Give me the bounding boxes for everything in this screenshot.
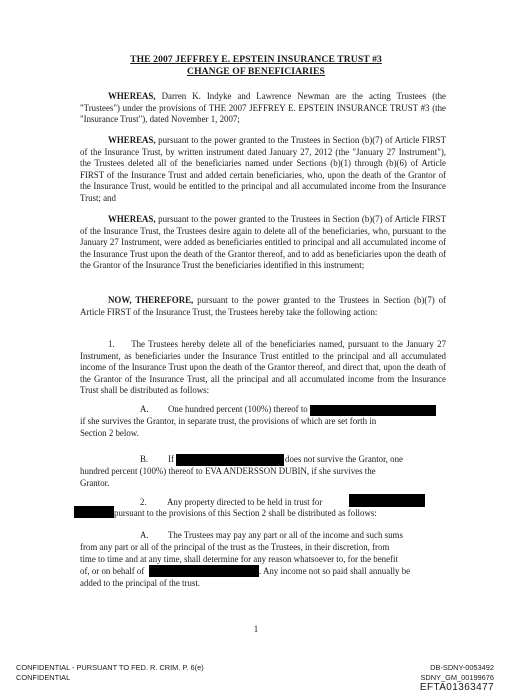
section-2-line-2: pursuant to the provisions of this Section 2 shall be distributed as follows: bbox=[114, 508, 377, 518]
section-number: 1. bbox=[108, 339, 115, 349]
footer-bates-sdny: SDNY_GM_00199676 bbox=[420, 673, 494, 682]
section-2a-line-3: time to time and at any time, shall determine for any reason whatsoever to, for the benefit bbox=[80, 554, 398, 564]
redaction-box bbox=[310, 405, 436, 416]
section-2-number: 2. bbox=[140, 497, 147, 507]
section-2a-line-5: added to the principal of the trust. bbox=[80, 578, 201, 588]
redaction-box bbox=[349, 494, 425, 507]
section-2a-line-2: from any part or all of the principal of the trust as the Trustees, in their discretion, from bbox=[80, 542, 390, 552]
paragraph-whereas-1 bbox=[80, 91, 446, 126]
subparagraph-a-line-2: if she survives the Grantor, in separate trust, the provisions of which are set forth in bbox=[80, 416, 377, 426]
paragraph-lead: WHEREAS, bbox=[108, 135, 156, 145]
footer-confidential: CONFIDENTIAL bbox=[16, 673, 71, 682]
paragraph-section-1 bbox=[80, 339, 446, 397]
subparagraph-b-line-1a: If bbox=[168, 454, 174, 464]
subparagraph-b-line-3: Grantor. bbox=[80, 478, 110, 488]
subparagraph-a-label: A. bbox=[140, 404, 149, 414]
section-2a-line-4b: . Any income not so paid shall annually be bbox=[259, 566, 411, 576]
redaction-box bbox=[149, 565, 259, 577]
redaction-box bbox=[74, 506, 114, 518]
paragraph-text: The Trustees hereby delete all of the beneficiaries named, pursuant to the January 27 Instrument, as beneficiaries under the Insurance Trust entitled to the principal and all accumulated income of the Insurance Trust upon the death of the Grantor thereof, and direct that, upon the death of the Grantor of the Insurance Trust, all the principal and all accumulated income from the Insurance Trust shall be distributed as follows: bbox=[80, 339, 447, 396]
subparagraph-b-line-1b: does not survive the Grantor, one bbox=[285, 454, 403, 464]
section-2a-label: A. bbox=[140, 530, 149, 540]
paragraph-text: pursuant to the power granted to the Trustees in Section (b)(7) of Article FIRST of the Insurance Trust, the Trustees hereby take the following action: bbox=[80, 295, 446, 317]
paragraph-lead: WHEREAS, bbox=[108, 91, 156, 101]
section-2a-line-1: The Trustees may pay any part or all of the income and such sums bbox=[168, 530, 403, 540]
paragraph-text: pursuant to the power granted to the Trustees in Section (b)(7) of Article FIRST of the Insurance Trust, by written instrument dated January 27, 2012 (the "January 27 Instrument"), the Trustees deleted all of the beneficiaries named under Sections (b)(1) through (b)(6) of Article FIRST of the Insurance Trust and added certain beneficiaries, who, upon the death of the Grantor of the Insurance Trust, would be entitled to the principal and all accumulated income from the Insurance Trust; and bbox=[80, 135, 446, 203]
subparagraph-b-line-2: hundred percent (100%) thereof to EVA ANDERSSON DUBIN, if she survives the bbox=[80, 466, 376, 476]
paragraph-now-therefore bbox=[80, 295, 446, 318]
page-number: 1 bbox=[253, 624, 259, 634]
paragraph-lead: NOW, THEREFORE, bbox=[108, 295, 194, 305]
footer-bates-efta-wrap bbox=[420, 683, 494, 693]
document-title: THE 2007 JEFFREY E. EPSTEIN INSURANCE TRUST #3 bbox=[130, 54, 382, 65]
section-2a-line-4a: of, or on behalf of bbox=[80, 566, 145, 576]
subparagraph-a-line-1: One hundred percent (100%) thereof to bbox=[168, 404, 308, 414]
footer-bates-db: DB-SDNY-0053492 bbox=[430, 663, 494, 672]
paragraph-lead: WHEREAS, bbox=[108, 214, 156, 224]
paragraph-text: pursuant to the power granted to the Trustees in Section (b)(7) of Article FIRST of the Insurance Trust, the Trustees desire again to delete all of the beneficiaries, who, pursuant to the January 27 Instrument, were added as beneficiaries entitled to principal and all accumulated income of the Insurance Trust upon the death of the Grantor thereof, and to add as beneficiaries upon the death of the Grantor of the Insurance Trust the beneficiaries identified in this instrument; bbox=[80, 214, 446, 271]
document-subtitle: CHANGE OF BENEFICIARIES bbox=[187, 66, 325, 77]
paragraph-whereas-2 bbox=[80, 135, 446, 205]
paragraph-whereas-3 bbox=[80, 214, 446, 272]
footer-bates-efta: EFTA01363477 bbox=[419, 682, 494, 693]
footer-confidential-notice: CONFIDENTIAL - PURSUANT TO FED. R. CRIM. P. 6(e) bbox=[16, 663, 204, 672]
section-2-line-1: Any property directed to be held in trust for bbox=[167, 497, 323, 507]
redaction-box bbox=[176, 454, 284, 466]
subparagraph-a-line-3: Section 2 below. bbox=[80, 428, 139, 438]
paragraph-text: Darren K. Indyke and Lawrence Newman are the acting Trustees (the "Trustees") under the provisions of THE 2007 JEFFREY E. EPSTEIN INSURANCE TRUST #3 (the "Insurance Trust"), dated November 1, 2007; bbox=[80, 91, 447, 125]
subparagraph-b-label: B. bbox=[140, 454, 149, 464]
